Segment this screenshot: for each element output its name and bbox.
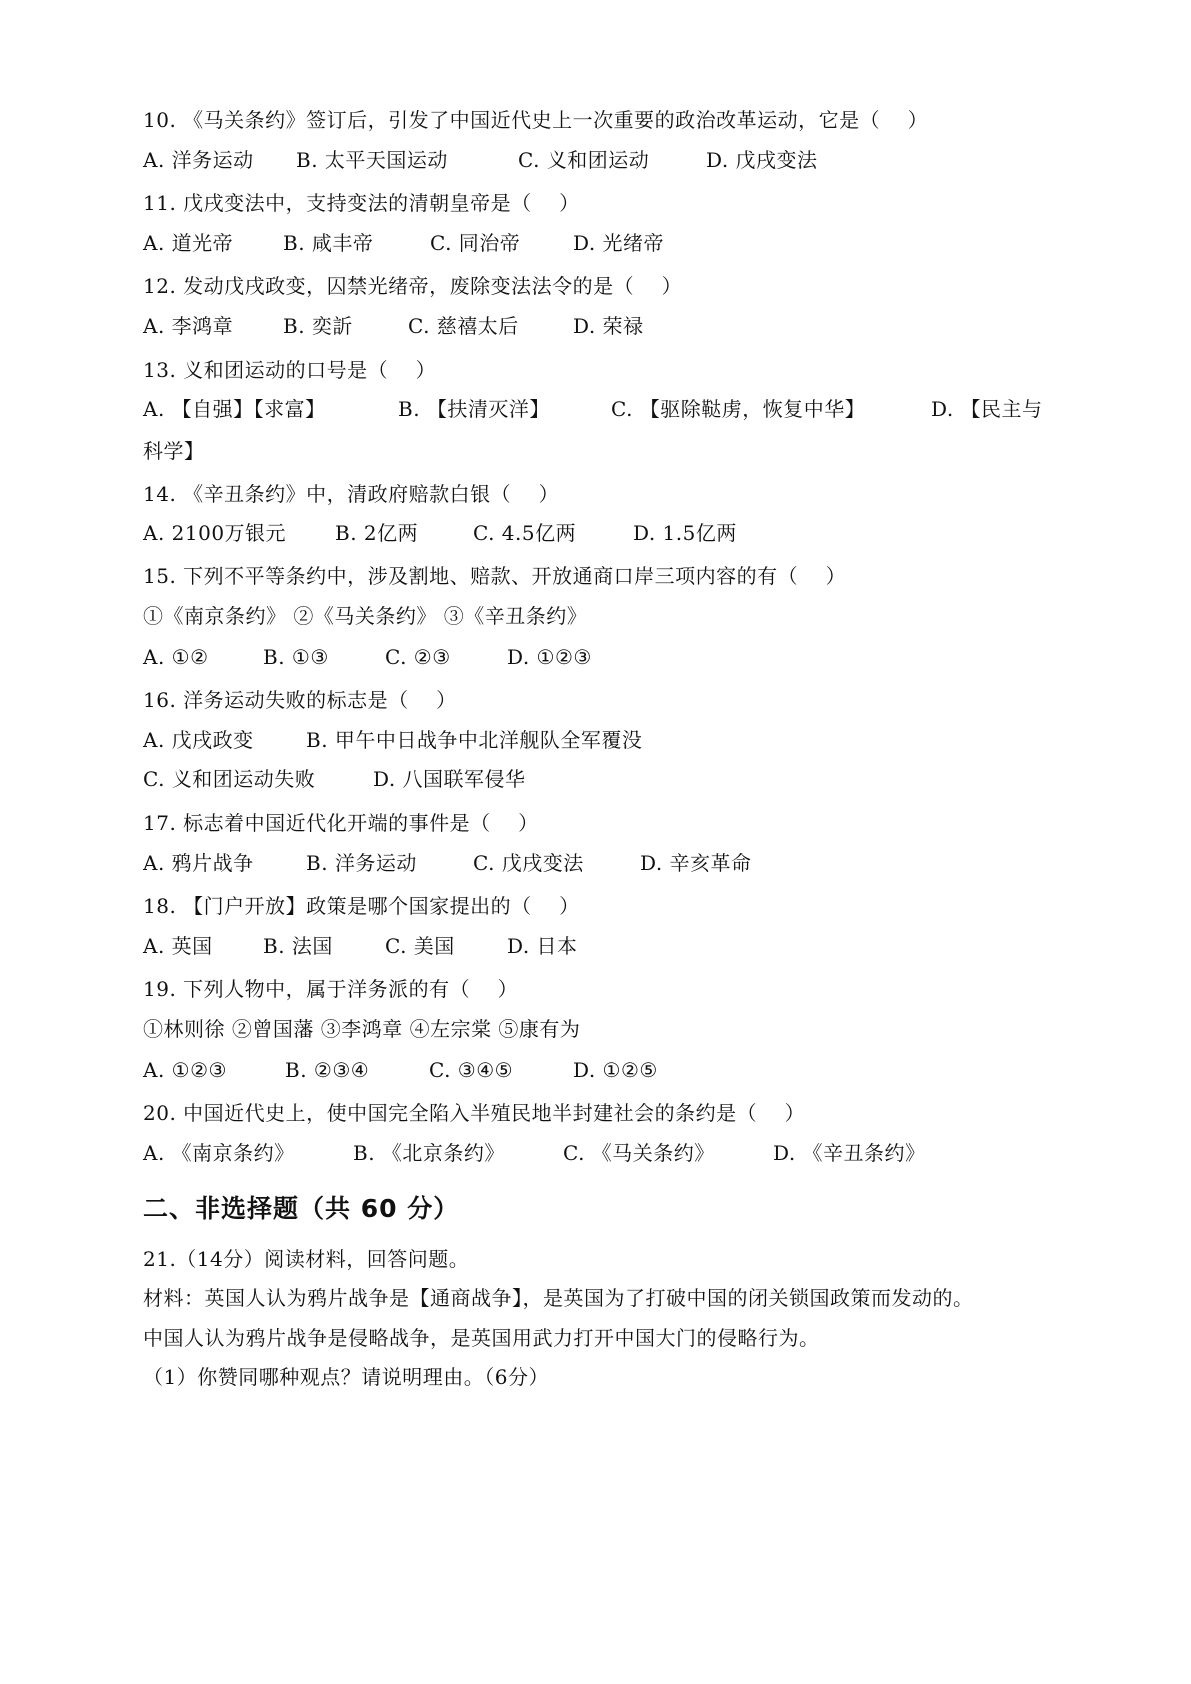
option-a: A. ①②③ [143, 1058, 227, 1082]
question-19-stem: 19. 下列人物中，属于洋务派的有（ ） [143, 977, 519, 1001]
option-c: C. 美国 [385, 934, 455, 958]
option-c: C. 同治帝 [430, 231, 521, 255]
question-21-stem: 21.（14分）阅读材料，回答问题。 [143, 1247, 470, 1271]
question-21-subquestion-1: （1）你赞同哪种观点？请说明理由。（6分） [143, 1365, 549, 1389]
option-b: B. ①③ [263, 645, 329, 669]
question-21-material-line1: 材料：英国人认为鸦片战争是【通商战争】，是英国为了打破中国的闭关锁国政策而发动的。 [143, 1286, 974, 1310]
question-16-stem: 16. 洋务运动失败的标志是（ ） [143, 688, 457, 712]
option-c: C. 《马关条约》 [563, 1141, 715, 1165]
question-20-stem: 20. 中国近代史上，使中国完全陷入半殖民地半封建社会的条约是（ ） [143, 1101, 806, 1125]
question-10-stem: 10. 《马关条约》签订后，引发了中国近代史上一次重要的政治改革运动，它是（ ） [143, 108, 929, 132]
option-d: D. 八国联军侵华 [373, 767, 526, 791]
question-15-stem: 15. 下列不平等条约中，涉及割地、赔款、开放通商口岸三项内容的有（ ） [143, 564, 847, 588]
option-d: D. 荣禄 [573, 314, 644, 338]
option-c: C. 【驱除鞑虏，恢复中华】 [611, 397, 866, 421]
option-a: A. 鸦片战争 [143, 851, 254, 875]
section-title: 二、非选择题（共 60 分） [143, 1194, 460, 1223]
question-11-stem: 11. 戊戌变法中，支持变法的清朝皇帝是（ ） [143, 191, 580, 215]
option-b: B. 2亿两 [335, 521, 419, 545]
option-b: B. 《北京条约》 [353, 1141, 505, 1165]
question-19-items: ①林则徐 ②曾国藩 ③李鸿章 ④左宗棠 ⑤康有为 [143, 1017, 581, 1041]
option-a: A. 洋务运动 [143, 148, 254, 172]
question-18-stem: 18. 【门户开放】政策是哪个国家提出的（ ） [143, 894, 580, 918]
question-13-continuation: 科学】 [143, 439, 205, 463]
question-14-stem: 14. 《辛丑条约》中，清政府赔款白银（ ） [143, 482, 560, 506]
option-d: D. ①②③ [507, 645, 592, 669]
option-a: A. 【自强】【求富】 [143, 397, 326, 421]
option-b: B. 奕訢 [283, 314, 353, 338]
option-d: D. ①②⑤ [573, 1058, 658, 1082]
option-b: B. 咸丰帝 [283, 231, 374, 255]
question-13-stem: 13. 义和团运动的口号是（ ） [143, 358, 437, 382]
option-a: A. ①② [143, 645, 209, 669]
option-a: A. 《南京条约》 [143, 1141, 295, 1165]
option-a: A. 戊戌政变 [143, 728, 254, 752]
option-b: B. 太平天国运动 [296, 148, 448, 172]
option-b: B. ②③④ [285, 1058, 370, 1082]
option-c: C. 4.5亿两 [473, 521, 577, 545]
option-d: D. 【民主与 [931, 397, 1043, 421]
option-d: D. 光绪帝 [573, 231, 665, 255]
option-c: C. 义和团运动 [518, 148, 650, 172]
option-b: B. 甲午中日战争中北洋舰队全军覆没 [306, 728, 643, 752]
option-a: A. 2100万银元 [143, 521, 287, 545]
option-b: B. 【扶清灭洋】 [398, 397, 550, 421]
option-c: C. 戊戌变法 [473, 851, 584, 875]
option-c: C. ③④⑤ [429, 1058, 514, 1082]
option-b: B. 法国 [263, 934, 333, 958]
option-a: A. 英国 [143, 934, 213, 958]
question-12-stem: 12. 发动戊戌政变，囚禁光绪帝，废除变法法令的是（ ） [143, 274, 683, 298]
option-b: B. 洋务运动 [306, 851, 417, 875]
question-17-stem: 17. 标志着中国近代化开端的事件是（ ） [143, 811, 539, 835]
option-c: C. 慈禧太后 [408, 314, 519, 338]
option-d: D. 辛亥革命 [640, 851, 752, 875]
option-d: D. 《辛丑条约》 [773, 1141, 926, 1165]
option-c: C. 义和团运动失败 [143, 767, 316, 791]
option-d: D. 日本 [507, 934, 578, 958]
option-a: A. 道光帝 [143, 231, 234, 255]
option-d: D. 1.5亿两 [633, 521, 737, 545]
option-d: D. 戊戌变法 [706, 148, 818, 172]
option-c: C. ②③ [385, 645, 451, 669]
option-a: A. 李鸿章 [143, 314, 234, 338]
question-15-items: ①《南京条约》 ②《马关条约》 ③《辛丑条约》 [143, 604, 588, 628]
question-21-material-line2: 中国人认为鸦片战争是侵略战争，是英国用武力打开中国大门的侵略行为。 [143, 1326, 820, 1350]
